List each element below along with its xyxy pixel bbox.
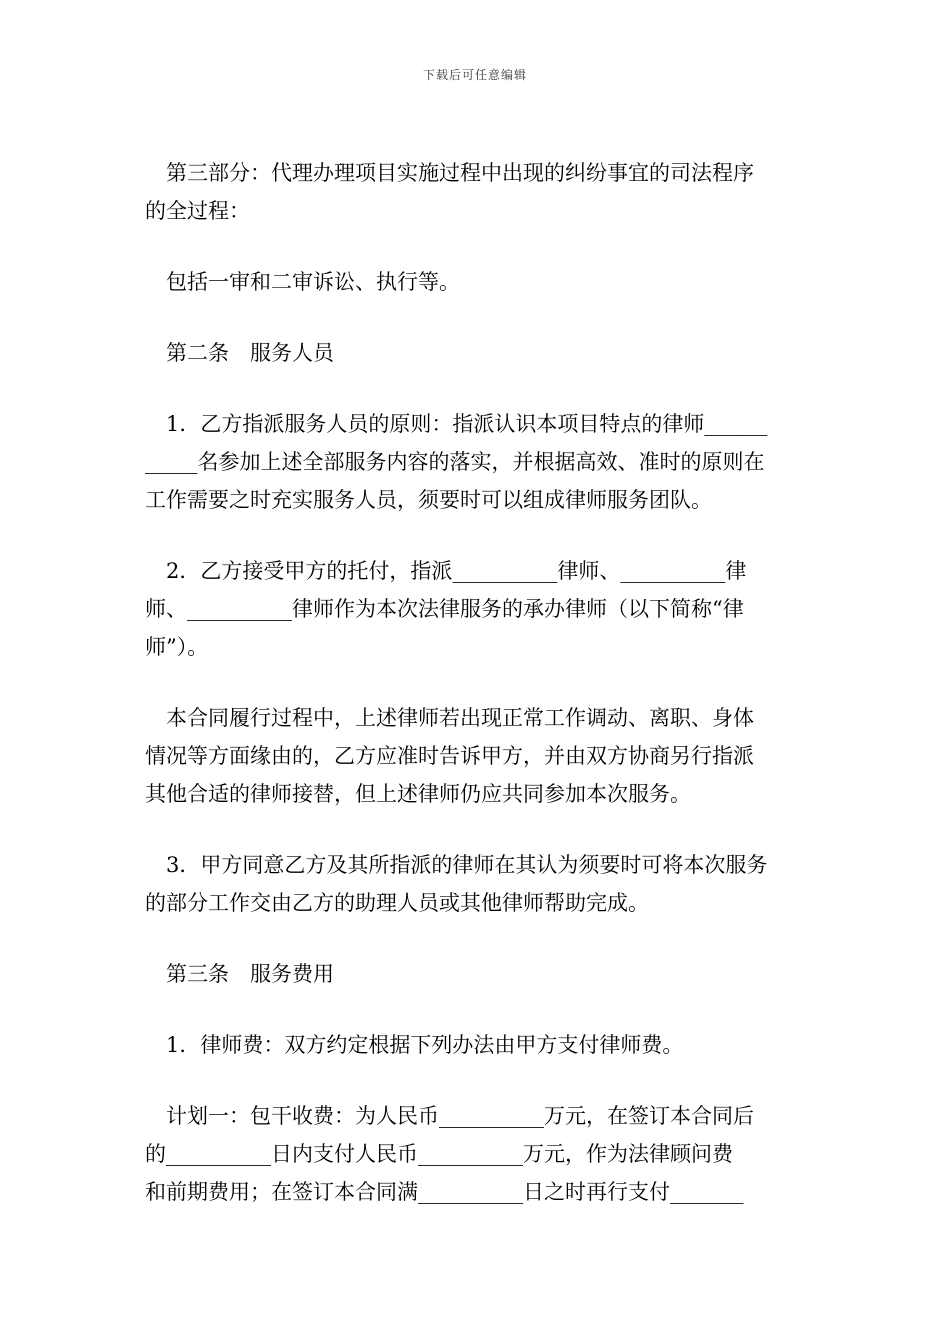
text-line: 1．乙方指派服务人员的原则：指派认识本项目特点的律师______ [166, 412, 768, 436]
text-line: 工作需要之时充实服务人员，须要时可以组成律师服务团队。 [145, 488, 712, 512]
paragraph-article2-item3 [145, 846, 809, 922]
document-body [145, 154, 809, 1244]
paragraph-scope [145, 263, 809, 301]
text-line: 情况等方面缘由的，乙方应准时告诉甲方，并由双方协商另行指派 [145, 744, 754, 768]
text-line: 其他合适的律师接替，但上述律师仍应共同参加本次服务。 [145, 782, 691, 806]
paragraph-plan-one [145, 1097, 809, 1211]
paragraph-article2-item1 [145, 405, 809, 519]
text-line: 3．甲方同意乙方及其所指派的律师在其认为须要时可将本次服务 [166, 853, 768, 877]
text-line: 第三条 服务费用 [166, 962, 334, 986]
section-heading-article2 [145, 334, 809, 372]
text-line: 2．乙方接受甲方的托付，指派__________律师、__________律 [166, 559, 747, 583]
text-line: 的部分工作交由乙方的助理人员或其他律师帮助完成。 [145, 891, 649, 915]
text-line: 和前期费用；在签订本合同满__________日之时再行支付_______ [145, 1180, 744, 1204]
paragraph-part3-intro [145, 154, 809, 230]
paragraph-lawyer-replacement [145, 699, 809, 813]
text-line: 第三部分：代理办理项目实施过程中出现的纠纷事宜的司法程序 [166, 161, 754, 185]
text-line: 计划一：包干收费：为人民币__________万元，在签订本合同后 [166, 1104, 754, 1128]
text-line: 师”）。 [145, 635, 209, 659]
section-heading-article3 [145, 955, 809, 993]
text-line: 的全过程： [145, 199, 250, 223]
text-line: 本合同履行过程中，上述律师若出现正常工作调动、离职、身体 [166, 706, 754, 730]
text-line: 师、__________律师作为本次法律服务的承办律师（以下简称“律 [145, 597, 744, 621]
text-line: 第二条 服务人员 [166, 341, 334, 365]
text-line: 包括一审和二审诉讼、执行等。 [166, 270, 460, 294]
page-header: 下载后可任意编辑 [422, 68, 527, 82]
paragraph-article3-item1 [145, 1026, 809, 1064]
text-line: 的__________日内支付人民币__________万元，作为法律顾问费 [145, 1142, 733, 1166]
paragraph-article2-item2 [145, 552, 809, 666]
text-line: 1．律师费：双方约定根据下列办法由甲方支付律师费。 [166, 1033, 684, 1057]
text-line: _____名参加上述全部服务内容的落实，并根据高效、准时的原则在 [145, 450, 765, 474]
